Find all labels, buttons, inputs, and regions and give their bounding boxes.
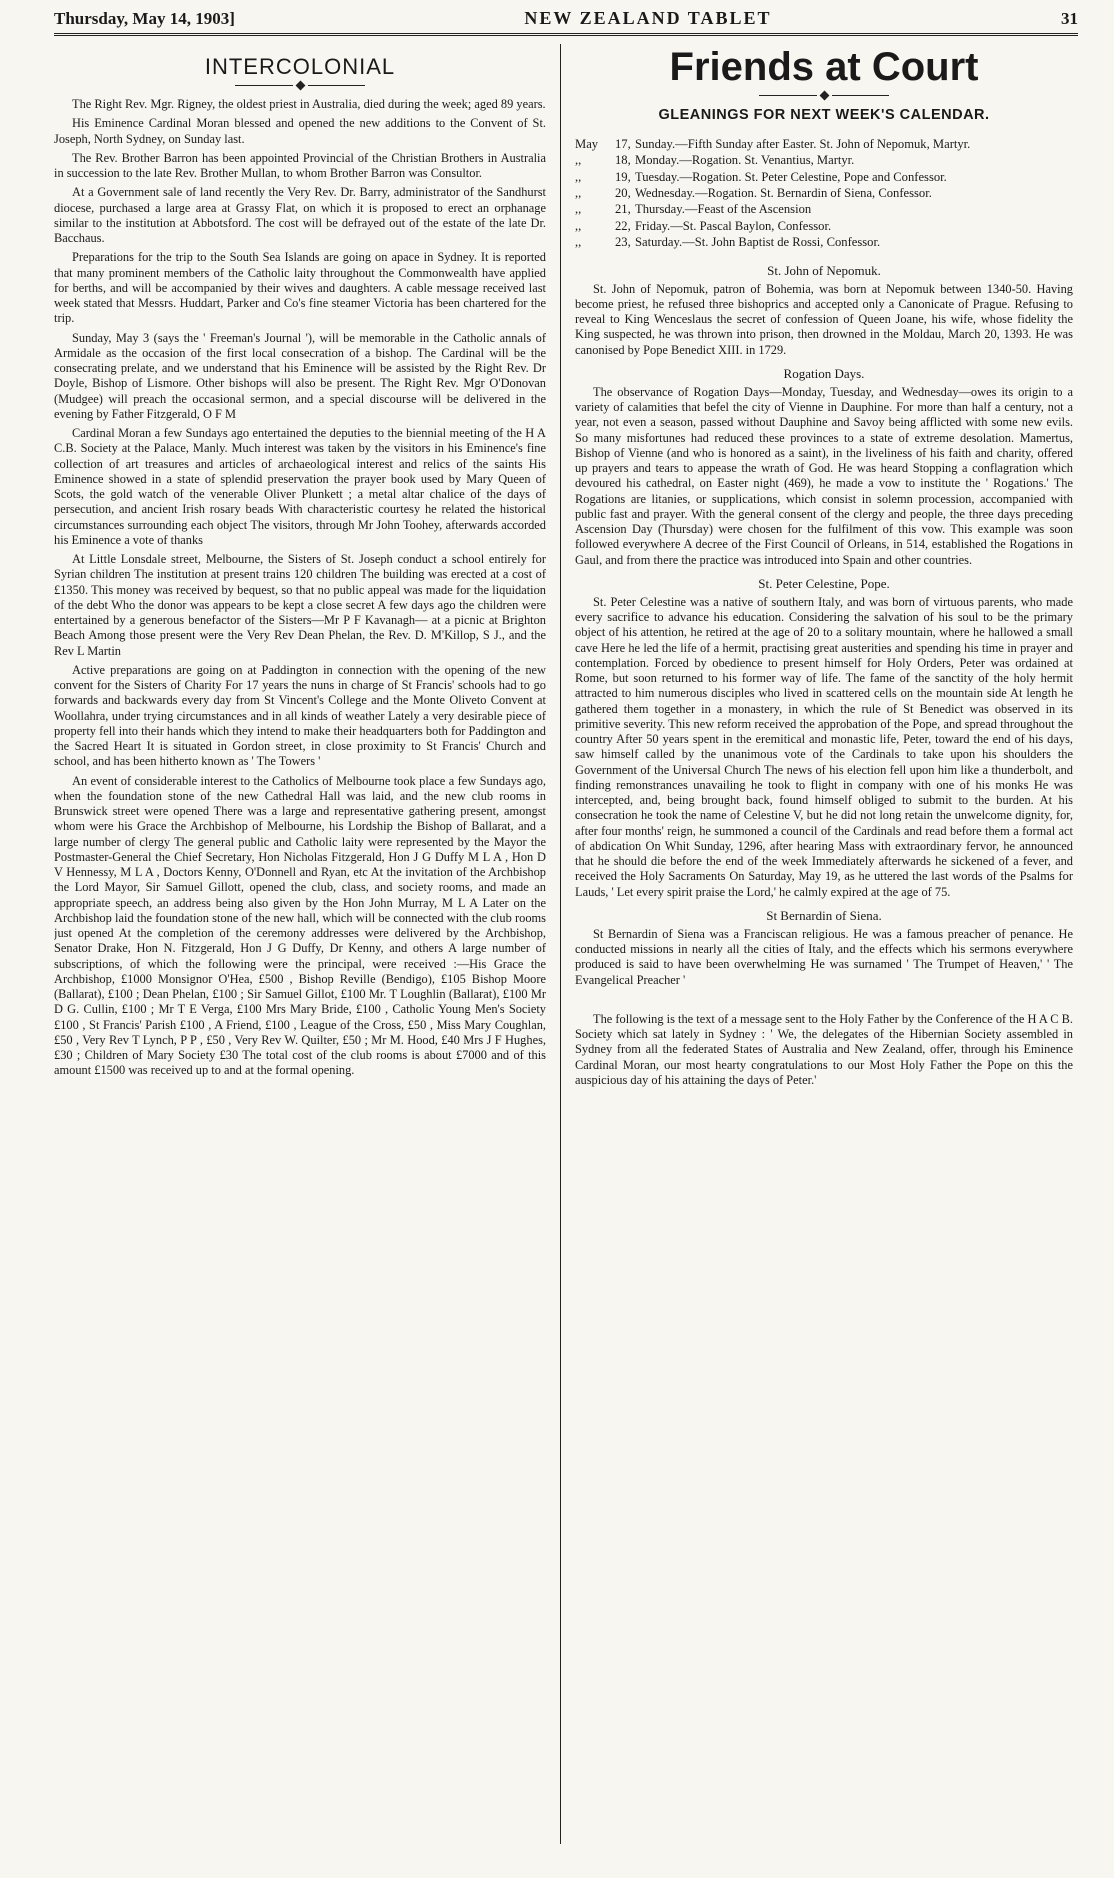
section-paragraph: St. Peter Celestine was a native of southern Italy, and was born of virtuous parents, who made every sacrifice to advance his education. Considering the salvation of his soul to be the primary object of his attention, he retired at the age of 20 to a solitary mountain, where he hallowed a small cave Here he led the life of a hermit, practising great austerities and spending his time in prayer and contemplation. Forced by obedience to present himself for Holy Orders, Peter was ordained at Rome, but soon returned to his former way of life. The fame of the sanctity of the holy hermit attracted to him numerous disciples who lived in scattered cells on the mountain side At length he gathered them together in a monastery, in which the rule of St Benedict was observed in its primitive severity. This new reform received the approbation of the Pope, and spread throughout the country After 50 years spent in the eremitical and monastic life, Peter, toward the end of his days, saw himself called by the unanimous vote of the Cardinals to take upon his shoulders the Government of the Universal Church The news of his election fell upon him like a thunderbolt, and finding remonstrances unavailing he took to flight in company with one of his monks He was intercepted, and, being brought back, found himself obliged to submit to the burden. At his consecration he took the name of Celestine V, but he did not long retain the unwelcome dignity, for, after four months' reign, he summoned a council of the Cardinals and read before them a formal act of abdication On Whit Sunday, 1296, after hearing Mass with extraordinary fervor, he announced that he should die before the end of the week Immediately afterwards he sickened of a fever, and received the Holy Sacraments On Saturday, May 19, as he uttered the last words of the Psalms for Lauds, ' Let every spirit praise the Lord,' he calmly expired at the age of 75.	[575, 594, 1073, 899]
calendar-entry	[575, 186, 1073, 201]
ornament-divider	[759, 92, 889, 99]
calendar-text: Monday.—Rogation. St. Venantius, Martyr.	[635, 153, 855, 168]
calendar-month: ,,	[575, 202, 582, 217]
closing-paragraph: The following is the text of a message sent to the Holy Father by the Conference of the H A C B. Society which sat lately in Sydney : ' We, the delegates of the Hibernian Society assembled in Sydney from all the federated States of Australia and New Zealand, offer, through his Eminence Cardinal Moran, our most hearty congratulations to our Most Holy Father the Pope on this the auspicious day of his attaining the days of Peter.'	[575, 1011, 1073, 1087]
news-paragraph: The Right Rev. Mgr. Rigney, the oldest priest in Australia, died during the week; aged 89 years.	[72, 97, 546, 111]
calendar-text: Tuesday.—Rogation. St. Peter Celestine, Pope and Confessor.	[635, 169, 947, 184]
calendar-text: Thursday.—Feast of the Ascension	[635, 202, 812, 217]
calendar-entry	[575, 170, 1073, 185]
calendar-day: 20,	[615, 186, 631, 201]
calendar-month: ,,	[575, 186, 582, 201]
section-heading: St Bernardin of Siena.	[766, 907, 882, 923]
newspaper-title: NEW ZEALAND TABLET	[524, 8, 772, 28]
news-paragraph: At Little Lonsdale street, Melbourne, the Sisters of St. Joseph conduct a school entirely for Syrian children The institution at present trains 120 children The building was erected at a cost of £1350. This money was received by bequest, so that no public appeal was made for the liquidation of the debt Who the donor was appears to be kept a close secret A few days ago the children were entertained by a generous benefactor of the Sisters—Mr P F Kavanagh— at a picnic at Brighton Beach Among those present were the Very Rev Dean Phelan, the Rev. D. M'Killop, S J., and the Rev L Martin	[54, 552, 546, 658]
calendar-subhead: GLEANINGS FOR NEXT WEEK'S CALENDAR.	[658, 107, 990, 123]
news-paragraph: Sunday, May 3 (says the ' Freeman's Journal '), will be memorable in the Catholic annals of Armidale as the occasion of the first local consecration of a bishop. The Cardinal will be the consecrating prelate, and we understand that his Eminence will be assisted by the Right Rev. Dr Doyle, Bishop of Lismore. Other bishops will also be present. The Right Rev. Mgr O'Donovan (Mudgee) will preach the occasional sermon, and a special discourse will be delivered in the evening by Father Fitzgerald, O F M	[54, 330, 546, 421]
calendar-text: Saturday.—St. John Baptist de Rossi, Confessor.	[635, 235, 881, 250]
diamond-icon	[295, 81, 305, 91]
section-heading: Rogation Days.	[783, 365, 865, 381]
news-paragraph: An event of considerable interest to the Catholics of Melbourne took place a few Sundays ago, when the foundation stone of the new Cathedral Hall was laid, and the new club rooms in Brunswick street were opened There was a large and representative gathering present, amongst whom were his Grace the Archbishop of Melbourne, his Lordship the Bishop of Ballarat, and a large number of clergy The general public and Catholic laity were represented by the Mayor the Postmaster-General the Chief Secretary, Hon Nicholas Fitzgerald, Hon J G Duffy M L A , Hon D V Hennessy, M L A , Doctors Kenny, O'Donnell and Ryan, etc At the invitation of the Archbishop the Lord Mayor, Sir Samuel Gillott, opened the club, class, and society rooms, and made an appropriate speech, an address being also given by the Hon John Murray, M L A Later on the Archbishop laid the foundation stone of the new hall, which will be connected with the club rooms just opened At the completion of the ceremony addresses were delivered by the Archbishop, Senator Drake, Hon N. Fitzgerald, Hon J G Duffy, Dr Kenny, and others A large number of subscriptions, of which the following were the principal, were received :—His Grace the Archbishop, £1000 Monsignor O'Hea, £500 , Bishop Reville (Bendigo), £105 Bishop Moore (Ballarat), £100 ; Dean Phelan, £100 ; Sir Samuel Gillot, £100 Mr. T Loughlin (Ballarat), £100 Mr D G. Cullin, £100 ; Mr T E Verga, £100 Mrs Mary Bride, £100 , Catholic Young Men's Society £100 , St Francis' Parish £100 , A Friend, £100 , League of the Cross, £50 , Miss Mary Coughlan, £50 , Very Rev T Lynch, P P , £50 , Very Rev W. Quilter, £50 ; Mr M. Hood, £40 Mrs J F Hughes, £30 ; Children of Mary Society £30 The total cost of the club rooms is about £7000 and of this amount £1500 was received up to and at the formal opening.	[54, 773, 546, 1078]
calendar-day: 23,	[615, 235, 631, 250]
friends-at-court-title: Friends at Court	[669, 45, 979, 89]
calendar-day: 17,	[615, 137, 631, 151]
ornament-divider	[235, 82, 365, 89]
page-number: 31	[1060, 9, 1078, 28]
news-paragraph: Active preparations are going on at Paddington in connection with the opening of the new convent for the Sisters of Charity For 17 years the nuns in charge of St Francis' schools had to go forwards and backwards every day from St Vincent's College and the Monte Oliveto Convent at Woollahra, under trying circumstances and in all kinds of weather Lately a very desirable piece of property fell into their hands which they intend to make their headquarters both for Paddington and the Sacred Heart It is situated in Gordon street, in close proximity to St Francis' Church and school, and has been hitherto known as ' The Towers '	[54, 662, 546, 769]
calendar-entry	[575, 235, 1073, 250]
calendar-entry	[575, 153, 1073, 168]
news-paragraph: His Eminence Cardinal Moran blessed and opened the new additions to the Convent of St. Joseph, North Sydney, on Sunday last.	[54, 116, 546, 146]
columns	[54, 44, 1078, 1864]
issue-date: Thursday, May 14, 1903]	[54, 9, 235, 28]
calendar-text: Sunday.—Fifth Sunday after Easter. St. John of Nepomuk, Martyr.	[635, 137, 971, 151]
calendar-day: 18,	[615, 153, 631, 168]
calendar-list	[575, 137, 1073, 251]
calendar-month: ,,	[575, 218, 582, 233]
divider-line	[832, 95, 890, 96]
news-paragraph: Preparations for the trip to the South Sea Islands are going on apace in Sydney. It is reported that many prominent members of the Catholic laity throughout the Commonwealth have applied for berths, and will be accompanied by their wives and daughters. A cable message received last week stated that Messrs. Huddart, Parker and Co's fine steamer Victoria has been chartered for the trip.	[54, 250, 546, 326]
news-paragraph: At a Government sale of land recently the Very Rev. Dr. Barry, administrator of the Sandhurst diocese, purchased a large area at Grassy Flat, on which it is proposed to erect an orphanage similar to the institution at Abbotsford. The cost will be defrayed out of the estate of the late Dr. Bacchaus.	[54, 185, 546, 245]
divider-line	[308, 85, 366, 86]
section-heading: St. Peter Celestine, Pope.	[758, 575, 890, 591]
section-paragraph: St. John of Nepomuk, patron of Bohemia, was born at Nepomuk between 1340-50. Having become priest, he refused three bishoprics and accepted only a Canonicate of Prague. Refusing to reveal to King Wenceslaus the secret of confession of Queen Joane, his wife, whose fidelity the King suspected, he was thrown into prison, then drowned in the Moldau, March 20, 1393. He was canonised by Pope Benedict XIII. in 1729.	[575, 281, 1073, 357]
intercolonial-column	[54, 44, 560, 1864]
news-paragraph: Cardinal Moran a few Sundays ago entertained the deputies to the biennial meeting of the H A C.B. Society at the Palace, Manly. Much interest was taken by the visitors in his Eminence's fine collection of art treasures and articles of archaeological interest and relics of the saints His Eminence showed in a state of splendid preservation the prayer book used by Mary Queen of Scots, the gold watch of the venerable Oliver Plunkett ; a metal altar chalice of the days of persecution, and ancient Irish rosary beads With characteristic courtesy he related the historical circumstances surrounding each object The visitors, through Mr John Toohey, afterwards accorded his Eminence a vote of thanks	[54, 426, 546, 547]
calendar-month: ,,	[575, 235, 582, 250]
calendar-entry	[575, 219, 1073, 234]
divider-line	[235, 85, 293, 86]
calendar-month: ,,	[575, 153, 582, 168]
diamond-icon	[819, 91, 829, 101]
intercolonial-title: INTERCOLONIAL	[204, 54, 396, 79]
calendar-day: 19,	[615, 169, 631, 184]
masthead	[54, 8, 1078, 36]
divider-line	[759, 95, 817, 96]
section-paragraph: St Bernardin of Siena was a Franciscan religious. He was a famous preacher of penance. He conducted missions in nearly all the cities of Italy, and the effects which his sermons everywhere produced is said to have been overwhelming He was surnamed ' The Trumpet of Heaven,' ' The Evangelical Preacher '	[575, 926, 1073, 987]
friends-at-court-column	[561, 44, 1073, 1864]
section-heading: St. John of Nepomuk.	[767, 262, 881, 278]
calendar-month: ,,	[575, 169, 582, 184]
calendar-text: Friday.—St. Pascal Baylon, Confessor.	[635, 218, 832, 233]
calendar-text: Wednesday.—Rogation. St. Bernardin of Siena, Confessor.	[635, 186, 932, 201]
calendar-entry	[575, 202, 1073, 217]
calendar-month: May	[575, 137, 599, 151]
calendar-entry	[575, 137, 1073, 152]
news-paragraph: The Rev. Brother Barron has been appointed Provincial of the Christian Brothers in Australia in succession to the late Rev. Brother Mullan, to whom Brother Barron was Consultor.	[54, 150, 546, 180]
calendar-day: 21,	[615, 202, 631, 217]
section-paragraph: The observance of Rogation Days—Monday, Tuesday, and Wednesday—owes its origin to a variety of calamities that befel the city of Vienne in Dauphine. For more than half a century, not a year, not even a season, passed without Dauphine and Savoy being afflicted with some new evils. So many misfortunes had reduced these provinces to a state of extreme desolation. Mamertus, Bishop of Vienne (and who is honored as a saint), in the liveliness of his faith and charity, offered up prayers and tears to appease the wrath of God. He was heard Stopping a conflagration which devoured his cathedral, on Easter night (469), he made a vow to institute the ' Rogations.' The Rogations are litanies, or supplications, which consist in solemn procession, accompanied with public fast and prayer. With the general consent of the clergy and people, the three days preceding Ascension Day (Thursday) were chosen for the fulfilment of this vow. This example was soon followed everywhere A decree of the First Council of Orleans, in 514, established the Rogations in Gaul, and from there the practice was introduced into Spain and other countries.	[575, 384, 1073, 567]
calendar-day: 22,	[615, 218, 631, 233]
